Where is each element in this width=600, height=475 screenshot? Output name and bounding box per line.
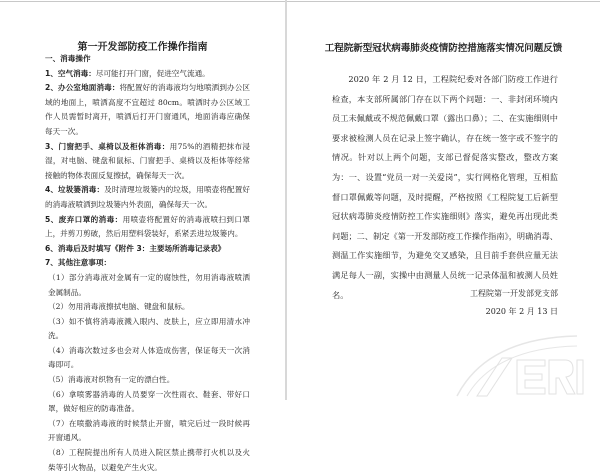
item-label: 6、消毒后及时填写《附件 3：主要场所消毒记录表》: [45, 243, 226, 253]
note-item: （5）消毒液对织物有一定的漂白性。: [48, 375, 175, 385]
note-item: （8）工程院提出所有人员进入院区禁止携带打火机以及火柴等引火物品，以避免产生火灾。: [48, 448, 250, 472]
section-heading: 一、消毒操作: [45, 54, 91, 63]
item-label: 4、垃圾篓消毒：: [45, 185, 105, 195]
item-label: 7、其他注意事项：: [45, 258, 112, 268]
item-text: 用75%的酒精把抹布浸湿，对电脑、键盘和鼠标、门窗把手、桌椅以及柜体等经常接触的物体表面反复擦拭，确保每天一次。: [45, 141, 250, 180]
guide-item: [45, 256, 250, 271]
item-label: 2、办公室地面消毒：: [45, 83, 120, 93]
guide-item: [45, 140, 250, 184]
guide-item: [45, 242, 250, 257]
guide-item: [45, 213, 250, 242]
note-item: （3）如不慎将消毒液溅入眼内、皮肤上，应立即用清水冲洗。: [48, 316, 250, 341]
guide-item: [45, 183, 250, 212]
item-text: 尽可能打开门窗，促进空气流通。: [95, 68, 210, 78]
note-item: （1）部分消毒液对金属有一定的腐蚀性，勿用消毒液喷洒金属制品。: [48, 272, 250, 297]
right-page: [287, 0, 600, 400]
date: 2020 年 2 月 13 日: [485, 307, 558, 316]
feedback-body: 2020 年 2 月 12 日，工程院纪委对各部门防疫工作进行检查，本支部所属部门存在以下两个问题：一、非封闭环境内员工未佩戴或不规范佩戴口罩（露出口鼻）；二、在实施细则中要求被检测人员在记录上签字确认，存在统一签字或不签字的情况。针对以上两个问题，支部已督促落实整改，整改方案为：一、设置“党员一对一关爱岗”，实行网格化管理，互相监督口罩佩戴等问题，及时提醒，严格按照《工程院复工后新型冠状病毒肺炎疫情防控工作实施细则》落实，避免再出现此类问题；二、制定《第一开发部防疫工作操作指南》，明确消毒、测温工作实施细节，为避免交叉感染，且目前手套供应量无法满足每人一副，实操中由测量人员统一记录体温和被测人员姓名。: [332, 74, 558, 300]
item-text: 将配置好的消毒液均匀地喷洒到办公区域的地面上，喷洒高度不宜超过 80cm。喷洒时办公区域工作人员需暂时离开，喷洒后打开门窗通风，地面消毒应确保每天一次。: [45, 83, 250, 136]
left-page: [0, 0, 285, 472]
page-title: 第一开发部防疫工作操作指南: [77, 42, 208, 53]
item-label: 3、门窗把手、桌椅以及柜体消毒：: [45, 141, 170, 151]
signature: 工程院第一开发部党支部: [470, 289, 558, 298]
eri-watermark-logo: [447, 328, 587, 398]
note-item: （2）勿用消毒液擦拭电脑、键盘和鼠标。: [48, 302, 190, 312]
guide-body: [45, 52, 250, 475]
guide-item: [45, 67, 250, 82]
item-label: 5、废弃口罩的消毒：: [45, 214, 123, 224]
item-text: 及时清理垃圾篓内的垃圾，用喷壶将配置好的消毒液喷洒到垃圾篓内外表面，确保每天一次。: [45, 185, 250, 209]
note-item: （7）在喷撒消毒液的时候禁止开窗，喷完后过一段时候再开窗通风。: [48, 418, 250, 443]
note-item: （6）拿喷雾器消毒的人员要穿一次性雨衣、鞋套、带好口罩，做好相应的防毒准备。: [48, 389, 250, 414]
page-title: 工程院新型冠状病毒肺炎疫情防控措施落实情况问题反馈: [324, 43, 563, 54]
item-text: 用喷壶将配置好的消毒液喷扫到口罩上，并剪刀剪破，然后用塑料袋装好，系紧丢进垃圾篓内。: [45, 214, 250, 239]
guide-item: [45, 81, 250, 139]
note-item: （4）消毒次数过多也会对人体造成伤害，保证每天一次消毒即可。: [48, 345, 250, 370]
item-label: 1、空气消毒：: [45, 68, 96, 78]
